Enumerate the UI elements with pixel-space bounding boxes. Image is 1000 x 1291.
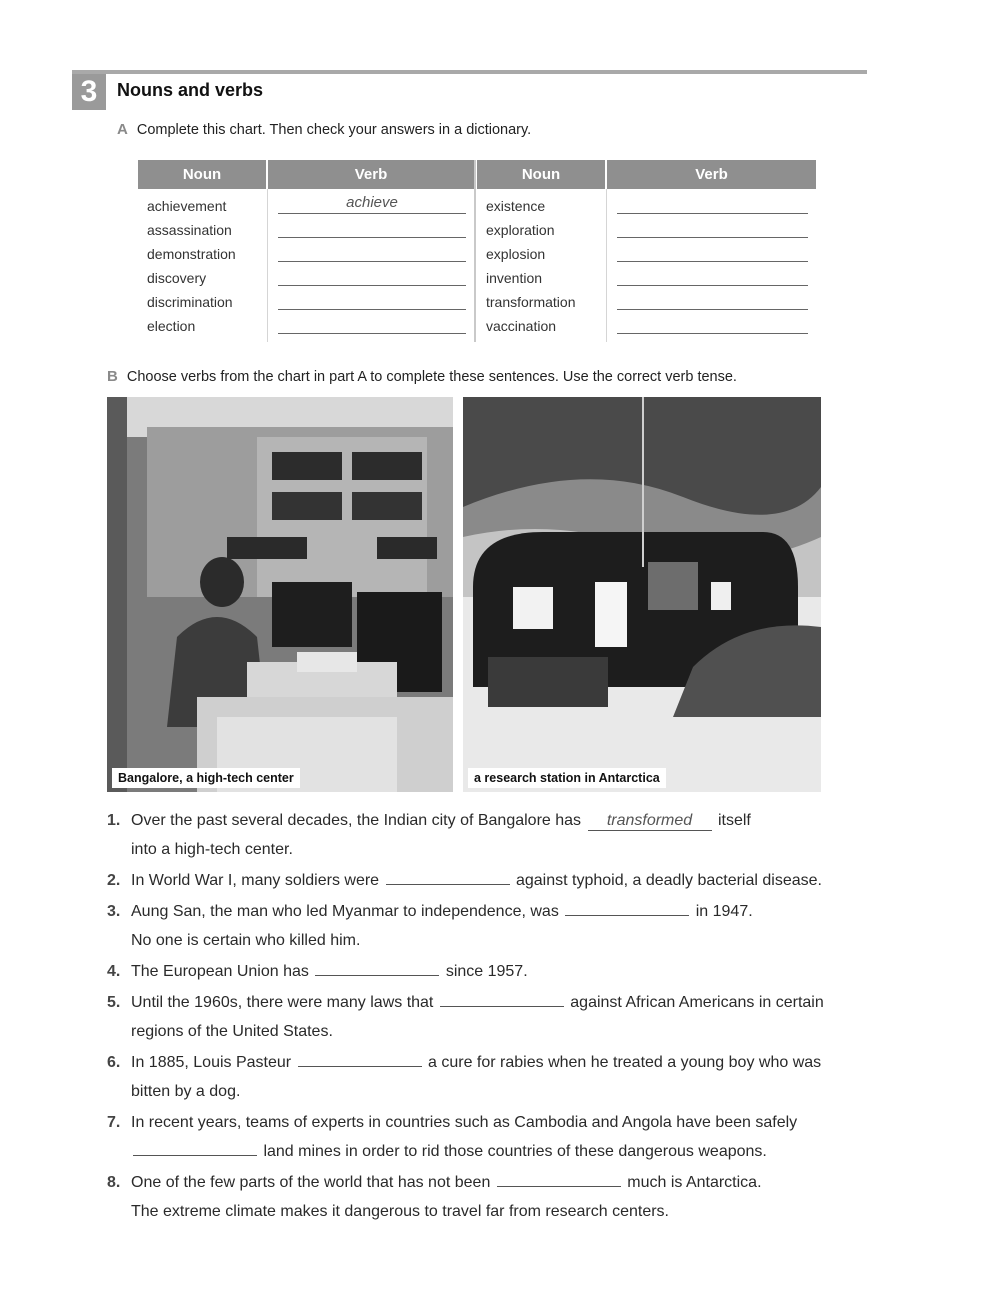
chart-left-half [138, 160, 476, 342]
question-number: 7. [107, 1114, 121, 1131]
verb-blank[interactable] [617, 309, 808, 310]
verb-blank[interactable] [278, 213, 466, 214]
answer-blank[interactable] [497, 1170, 621, 1187]
question-number: 1. [107, 812, 121, 829]
question-text-line2: bitten by a dog. [131, 1083, 241, 1100]
verb-blank[interactable] [278, 333, 466, 334]
part-b-letter: B [107, 368, 118, 385]
question-text-before: The European Union has [131, 963, 309, 980]
question-text-before: In recent years, teams of experts in countries such as Cambodia and Angola have been safely [131, 1114, 798, 1131]
section-number: 3 [72, 74, 106, 110]
noun-cell: transformation [486, 294, 576, 310]
question-3 [107, 897, 907, 955]
question-text-line2: No one is certain who killed him. [131, 932, 361, 949]
chart-row [138, 196, 474, 220]
part-b-instruction [107, 368, 737, 385]
question-number: 2. [107, 872, 121, 889]
chart-row [477, 292, 816, 316]
question-text-before: Aung San, the man who led Myanmar to independence, was [131, 903, 559, 920]
question-2 [107, 866, 907, 895]
question-number: 3. [107, 903, 121, 920]
question-text-after: in 1947. [695, 903, 753, 920]
section-rule [72, 70, 867, 74]
question-number: 4. [107, 963, 121, 980]
question-4 [107, 957, 907, 986]
section-title: Nouns and verbs [117, 80, 264, 100]
noun-cell: vaccination [486, 318, 557, 334]
question-6 [107, 1048, 907, 1106]
part-a-instruction [117, 121, 531, 138]
lab-illustration [107, 397, 453, 792]
noun-cell: existence [486, 198, 546, 214]
question-text-before: In 1885, Louis Pasteur [131, 1054, 292, 1071]
question-number: 5. [107, 994, 121, 1011]
noun-verb-chart [138, 160, 816, 342]
header-verb: Verb [268, 160, 474, 189]
question-text-before: Until the 1960s, there were many laws that [131, 994, 434, 1011]
question-text-line2: The extreme climate makes it dangerous to travel far from research centers. [131, 1203, 669, 1220]
question-list [107, 806, 907, 1226]
noun-cell: achievement [147, 198, 227, 214]
answer-blank[interactable] [386, 868, 510, 885]
question-text-before: In World War I, many soldiers were [131, 872, 380, 889]
question-text-after: land mines in order to rid those countries of these dangerous weapons. [263, 1143, 767, 1160]
verb-blank[interactable] [278, 261, 466, 262]
chart-row [477, 316, 816, 340]
part-b-text: Choose verbs from the chart in part A to complete these sentences. Use the correct verb tense. [126, 369, 737, 385]
question-text-after: much is Antarctica. [627, 1174, 762, 1191]
question-number: 6. [107, 1054, 121, 1071]
photo-caption-right: a research station in Antarctica [468, 768, 666, 788]
question-text-before: Over the past several decades, the Indian city of Bangalore has [131, 812, 582, 829]
answer-blank[interactable] [133, 1139, 257, 1156]
answer-blank[interactable] [298, 1050, 422, 1067]
question-8 [107, 1168, 907, 1226]
answer-blank[interactable] [565, 899, 689, 916]
question-1 [107, 806, 907, 864]
answer-blank[interactable] [440, 990, 564, 1007]
header-noun: Noun [477, 160, 607, 189]
chart-row [477, 196, 816, 220]
verb-blank[interactable] [278, 285, 466, 286]
chart-row [138, 316, 474, 340]
chart-row [477, 244, 816, 268]
chart-row [477, 268, 816, 292]
question-5 [107, 988, 907, 1046]
noun-cell: election [147, 318, 196, 334]
verb-answer: achieve [346, 194, 398, 211]
answer-blank[interactable] [315, 959, 439, 976]
noun-cell: demonstration [147, 246, 236, 262]
question-7 [107, 1108, 907, 1166]
chart-row [138, 244, 474, 268]
part-a-letter: A [117, 121, 128, 138]
photo-caption-left: Bangalore, a high-tech center [112, 768, 300, 788]
chart-row [477, 220, 816, 244]
question-text-line2: regions of the United States. [131, 1023, 333, 1040]
antarctica-illustration [463, 397, 821, 792]
chart-right-half [477, 160, 816, 342]
noun-cell: assassination [147, 222, 232, 238]
noun-cell: invention [486, 270, 543, 286]
verb-blank[interactable] [617, 213, 808, 214]
verb-blank[interactable] [617, 261, 808, 262]
question-number: 8. [107, 1174, 121, 1191]
noun-cell: exploration [486, 222, 555, 238]
question-text-after: a cure for rabies when he treated a young boy who was [428, 1054, 822, 1071]
noun-cell: discovery [147, 270, 207, 286]
question-text-before: One of the few parts of the world that has not been [131, 1174, 491, 1191]
verb-blank[interactable] [617, 237, 808, 238]
photo-antarctica [463, 397, 821, 792]
chart-row [138, 292, 474, 316]
noun-cell: explosion [486, 246, 546, 262]
header-noun: Noun [138, 160, 268, 189]
noun-cell: discrimination [147, 294, 233, 310]
verb-blank[interactable] [278, 309, 466, 310]
verb-blank[interactable] [278, 237, 466, 238]
header-verb: Verb [607, 160, 816, 189]
verb-blank[interactable] [617, 333, 808, 334]
chart-row [138, 220, 474, 244]
question-text-after: itself [717, 812, 751, 829]
question-text-after: since 1957. [445, 963, 528, 980]
question-text-after: against African Americans in certain [570, 994, 824, 1011]
chart-row [138, 268, 474, 292]
photo-bangalore [107, 397, 453, 792]
verb-blank[interactable] [617, 285, 808, 286]
answer-blank[interactable]: transformed [588, 812, 712, 831]
part-a-text: Complete this chart. Then check your answers in a dictionary. [136, 122, 532, 138]
question-text-after: against typhoid, a deadly bacterial disease. [515, 872, 822, 889]
question-text-line2: into a high-tech center. [131, 841, 293, 858]
